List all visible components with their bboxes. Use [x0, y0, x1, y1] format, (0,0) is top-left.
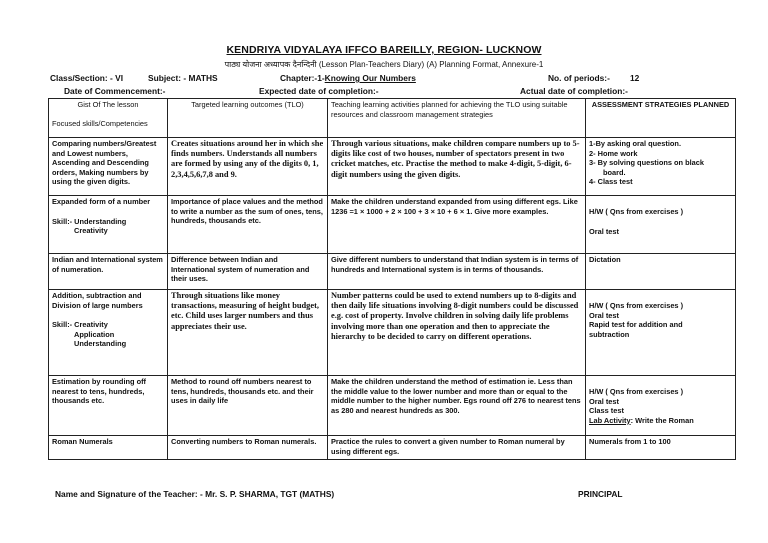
assessment-item: 3- By solving questions on black [589, 158, 704, 168]
skill-label: Skill:- Creativity [52, 320, 108, 330]
tlo-cell: Creates situations around her in which she finds numbers. Understands all numbers are formed by using any of the digits 0, 1, 2,3,4,5,6,7,8 and 9. [168, 138, 328, 196]
activities-cell: Make the children understand expanded from using different egs. Like 1236 =1 × 1000 + 2 × 100 + 3 × 10 + 6 × 1. Give more examples. [328, 196, 586, 254]
tlo-cell: Through situations like money transactions, measuring of height budget, etc. Child uses larger numbers and thus appreciates their use. [168, 290, 328, 376]
assessment-cell [586, 196, 736, 254]
gist-cell: Estimation by rounding off nearest to tens, hundreds, thousands etc. [49, 376, 168, 436]
info-row [50, 73, 708, 85]
assessment-item: Oral test [589, 396, 619, 406]
activities-cell: Number patterns could be used to extend numbers up to 8-digits and then daily life situations involving 8-digit numbers could be discussed e.g. cost of property. Involve children in solving daily life problems involving more than one operation and then to appreciate the hierarchy to be decided to carry on different operations. [328, 290, 586, 376]
periods-label: No. of periods:- [548, 73, 610, 83]
assessment-item: 2- Home work [589, 148, 638, 158]
subject: Subject: - MATHS [148, 73, 218, 83]
table-row [49, 196, 736, 254]
table-row [49, 254, 736, 290]
assessment-item: H/W ( Qns from exercises ) [589, 387, 684, 396]
periods-value: 12 [630, 73, 640, 83]
activities-cell: Make the children understand the method of estimation ie. Less than the middle value to the lower number and more than or equal to the middle number to the higher number. Egs round off 276 to nearest tens as 280 and nearest hundreds as 300. [328, 376, 586, 436]
gist-cell [49, 196, 168, 254]
gist-header-label: Gist Of The lesson [77, 100, 139, 109]
actual-completion-date: Actual date of completion:- [520, 86, 628, 96]
skill-item: Understanding [74, 339, 127, 349]
document-title: KENDRIYA VIDYALAYA IFFCO BAREILLY, REGION- LUCKNOW [226, 44, 542, 56]
skill-label: Skill:- Understanding [52, 216, 127, 226]
gist-cell [49, 290, 168, 376]
gist-cell: Roman Numerals [49, 436, 168, 460]
tlo-cell: Converting numbers to Roman numerals. [168, 436, 328, 460]
gist-cell: Comparing numbers/Greatest and Lowest numbers, Ascending and Descending orders, Making numbers by using the given digits. [49, 138, 168, 196]
lesson-plan-table [48, 98, 736, 460]
table-row [49, 436, 736, 460]
assessment-item: Oral test [589, 310, 619, 320]
chapter-prefix: Chapter:-1- [280, 73, 325, 83]
assessment-item: H/W ( Qns from exercises ) [589, 207, 684, 216]
skill-item: Creativity [74, 226, 108, 236]
assessment-header: ASSESSMENT STRATEGIES PLANNED [586, 99, 736, 138]
assessment-cell [586, 376, 736, 436]
date-row [50, 86, 708, 98]
chapter [280, 73, 416, 83]
assessment-item: Class test [589, 406, 624, 416]
assessment-cell: Numerals from 1 to 100 [586, 436, 736, 460]
assessment-cell [586, 290, 736, 376]
table-row [49, 138, 736, 196]
table-row [49, 290, 736, 376]
assessment-cell: Dictation [586, 254, 736, 290]
class-section: Class/Section: - VI [50, 73, 124, 83]
activities-cell: Give different numbers to understand that Indian system is in terms of hundreds and International system is in terms of thousands. [328, 254, 586, 290]
assessment-item: 4- Class test [589, 177, 633, 187]
gist-cell: Indian and International system of numeration. [49, 254, 168, 290]
gist-header [49, 99, 168, 138]
expected-completion-date: Expected date of completion:- [259, 86, 379, 96]
table-row [49, 376, 736, 436]
tlo-cell: Difference between Indian and International system of numeration and their uses. [168, 254, 328, 290]
tlo-header: Targeted learning outcomes (TLO) [168, 99, 328, 138]
principal-signature: PRINCIPAL [578, 489, 623, 499]
tlo-cell: Method to round off numbers nearest to tens, hundreds, thousands etc. and their uses in daily life [168, 376, 328, 436]
commencement-date: Date of Commencement:- [64, 86, 166, 96]
lab-activity-label: Lab Activity [589, 415, 631, 425]
tlo-cell: Importance of place values and the method to write a number as the sum of ones, tens, hundreds, thousands etc. [168, 196, 328, 254]
activities-cell: Through various situations, make children compare numbers up to 5-digits like cost of two houses, number of spectators present in two cricket matches, etc. Practise the method to make 4-digit, 5-digit, 6-digit numbers using the given digits. [328, 138, 586, 196]
chapter-name: Knowing Our Numbers [324, 73, 416, 83]
focused-header-label: Focused skills/Competencies [52, 118, 148, 128]
table-header-row [49, 99, 736, 138]
lab-activity-text: : Write the Roman [630, 415, 694, 425]
skill-item: Application [74, 329, 115, 339]
teacher-signature: Name and Signature of the Teacher: - Mr. S. P. SHARMA, TGT (MATHS) [55, 489, 335, 499]
assessment-item: H/W ( Qns from exercises ) [589, 301, 684, 310]
gist-text: Expanded form of a number [52, 197, 151, 206]
activities-cell: Practice the rules to convert a given number to Roman numeral by using different egs. [328, 436, 586, 460]
gist-text: Addition, subtraction and Division of large numbers [52, 291, 143, 310]
assessment-item: Rapid test for addition and [589, 320, 683, 330]
assessment-item: Oral test [589, 226, 619, 236]
assessment-item: board. [603, 167, 626, 177]
activities-header: Teaching learning activities planned for achieving the TLO using suitable resources and classroom management strategies [328, 99, 586, 138]
lab-activity [589, 416, 732, 426]
assessment-item: 1-By asking oral question. [589, 139, 681, 148]
assessment-cell [586, 138, 736, 196]
document-subtitle: पाठ्य योजना अध्यापक दैनन्दिनी (Lesson Plan-Teachers Diary) (A) Planning Format, Annexure-1 [224, 60, 544, 69]
assessment-item: subtraction [589, 329, 630, 339]
